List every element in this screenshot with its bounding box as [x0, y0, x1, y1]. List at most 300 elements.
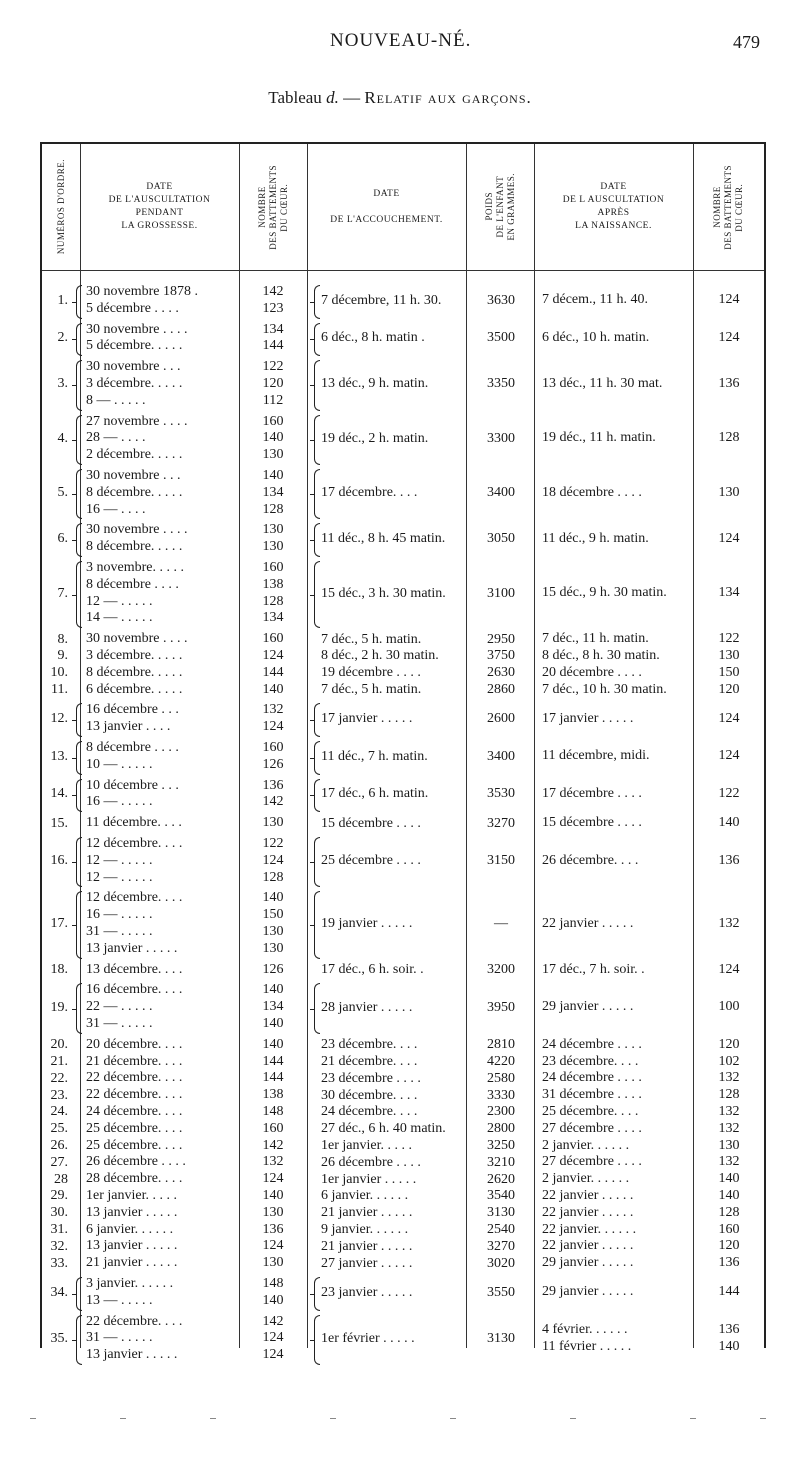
- heartbeat-count-before: 124: [262, 1330, 284, 1346]
- pregnancy-date: 22 décembre. . . .: [86, 1087, 183, 1103]
- header-label: DATE DE L'ACCOUCHEMENT.: [330, 188, 443, 225]
- heartbeat-count-before: 128: [262, 869, 284, 885]
- heartbeat-count-after: 134: [718, 585, 740, 601]
- pregnancy-date: 13 janvier . . . .: [86, 719, 171, 735]
- order-number: 13.: [50, 748, 68, 764]
- child-weight: 3550: [487, 1284, 515, 1300]
- child-weight: 2540: [487, 1222, 515, 1237]
- order-number: 3.: [57, 376, 68, 392]
- postnatal-date: 13 déc., 11 h. 30 mat.: [542, 376, 663, 391]
- heartbeat-count-after: 100: [718, 999, 740, 1015]
- postnatal-date: 7 déc., 10 h. 30 matin.: [542, 681, 667, 697]
- heartbeat-count-before: 140: [262, 468, 284, 483]
- order-number: 9.: [57, 648, 68, 664]
- pregnancy-date: 13 janvier . . . . .: [86, 1238, 178, 1254]
- heartbeat-count-before: 132: [262, 1154, 284, 1170]
- header-label: NOMBRE DES BATTEMENTS DU CŒUR.: [712, 164, 744, 250]
- delivery-date: 21 janvier . . . . .: [321, 1205, 413, 1221]
- brace: [76, 703, 82, 737]
- child-weight: 2860: [487, 682, 515, 697]
- pregnancy-date: 28 décembre. . . .: [86, 1171, 183, 1187]
- postnatal-date: 15 décembre . . . .: [542, 815, 642, 831]
- child-weight: 2800: [487, 1121, 515, 1137]
- pregnancy-date: 12 décembre. . . .: [86, 836, 183, 851]
- brace: [76, 1315, 82, 1365]
- pregnancy-date: 6 décembre. . . . .: [86, 681, 183, 697]
- heartbeat-count-after: 120: [718, 1238, 740, 1254]
- heartbeat-count-before: 124: [262, 1347, 284, 1363]
- pregnancy-date: 31 — . . . . .: [86, 1016, 153, 1031]
- postnatal-date: 22 janvier . . . . .: [542, 1238, 634, 1254]
- pregnancy-date: 3 décembre. . . . .: [86, 376, 183, 391]
- brace: [314, 891, 320, 958]
- heartbeat-count-after: 124: [718, 710, 740, 726]
- running-title: NOUVEAU-NÉ.: [330, 30, 472, 51]
- pregnancy-date: 13 — . . . . .: [86, 1292, 153, 1308]
- pregnancy-date: 31 — . . . . .: [86, 1330, 153, 1346]
- pregnancy-date: 12 — . . . . .: [86, 852, 153, 868]
- order-number: 21.: [50, 1054, 68, 1069]
- pregnancy-date: 5 décembre. . . . .: [86, 338, 183, 354]
- postnatal-date: 29 janvier . . . . .: [542, 1255, 634, 1271]
- heartbeat-count-before: 124: [262, 719, 284, 735]
- heartbeat-count-after: 144: [718, 1284, 740, 1300]
- bottom-marks: [30, 1418, 770, 1428]
- pregnancy-date: 2 décembre. . . . .: [86, 447, 183, 463]
- order-number: 14.: [50, 786, 68, 802]
- delivery-date: 23 décembre. . . .: [321, 1037, 418, 1053]
- brace: [314, 561, 320, 628]
- heartbeat-count-after: 160: [718, 1221, 740, 1237]
- heartbeat-count-before: 124: [262, 1171, 284, 1187]
- brace: [314, 415, 320, 465]
- order-number: 34.: [50, 1284, 68, 1300]
- pregnancy-date: 8 décembre. . . . .: [86, 539, 183, 555]
- heartbeat-count-after: 128: [718, 430, 740, 446]
- postnatal-date: 22 janvier. . . . . .: [542, 1221, 637, 1237]
- brace: [76, 285, 82, 319]
- brace: [314, 523, 320, 557]
- heartbeat-count-after: 124: [718, 961, 740, 977]
- delivery-date: 23 janvier . . . . .: [321, 1284, 413, 1300]
- order-number: 29.: [50, 1188, 68, 1204]
- header-weight: [466, 144, 534, 270]
- delivery-date: 6 janvier. . . . . .: [321, 1188, 409, 1204]
- brace: [76, 323, 82, 357]
- heartbeat-count-before: 140: [262, 1036, 284, 1052]
- child-weight: 2810: [487, 1037, 515, 1053]
- heartbeat-count-before: 130: [262, 940, 284, 956]
- heartbeat-count-before: 160: [262, 1120, 284, 1136]
- pregnancy-date: 11 décembre. . . .: [86, 815, 182, 831]
- postnatal-date: 15 déc., 9 h. 30 matin.: [542, 585, 667, 601]
- heartbeat-count-after: 136: [718, 852, 740, 868]
- heartbeat-count-after: 120: [718, 1036, 740, 1052]
- order-number: 4.: [57, 430, 68, 446]
- delivery-date: 17 déc., 6 h. matin.: [321, 786, 429, 802]
- pregnancy-date: 28 — . . . .: [86, 430, 146, 446]
- order-number: 26.: [50, 1138, 68, 1153]
- delivery-date: 7 décembre, 11 h. 30.: [321, 292, 442, 308]
- header-postnatal-date: [534, 144, 693, 270]
- child-weight: 3130: [487, 1205, 515, 1221]
- column-rule: [466, 144, 467, 1348]
- pregnancy-date: 22 — . . . . .: [86, 999, 153, 1015]
- column-rule: [534, 144, 535, 1348]
- heartbeat-count-before: 128: [262, 593, 284, 609]
- child-weight: 3540: [487, 1188, 515, 1204]
- heartbeat-count-before: 160: [262, 631, 284, 647]
- delivery-date: 11 déc., 8 h. 45 matin.: [321, 531, 446, 547]
- page-number: 479: [733, 32, 760, 52]
- heartbeat-count-after: 102: [718, 1053, 740, 1069]
- caption-letter: d.: [326, 88, 339, 107]
- postnatal-date: 17 janvier . . . . .: [542, 710, 634, 726]
- pregnancy-date: 13 janvier . . . . .: [86, 940, 178, 956]
- order-number: 6.: [57, 531, 68, 547]
- order-number: 20.: [50, 1037, 68, 1053]
- pregnancy-date: 8 décembre . . . .: [86, 740, 179, 755]
- pregnancy-date: 8 — . . . . .: [86, 392, 146, 408]
- child-weight: 3250: [487, 1138, 515, 1153]
- heartbeat-count-before: 130: [262, 1204, 284, 1220]
- child-weight: —: [494, 916, 508, 931]
- order-number: 17.: [50, 916, 68, 931]
- delivery-date: 13 déc., 9 h. matin.: [321, 376, 429, 392]
- data-table: [40, 142, 766, 1363]
- pregnancy-date: 3 janvier. . . . . .: [86, 1276, 174, 1291]
- heartbeat-count-before: 128: [262, 501, 284, 517]
- pregnancy-date: 30 novembre 1878 .: [86, 284, 198, 299]
- order-number: 31.: [50, 1222, 68, 1237]
- order-number: 19.: [50, 999, 68, 1015]
- heartbeat-count-before: 142: [262, 1137, 284, 1153]
- heartbeat-count-before: 123: [262, 300, 284, 316]
- pregnancy-date: 10 décembre . . .: [86, 777, 179, 793]
- header-order-number: [42, 144, 80, 270]
- order-number: 1.: [57, 292, 68, 308]
- heartbeat-count-before: 126: [262, 756, 284, 772]
- header-delivery-date: [307, 144, 466, 270]
- pregnancy-date: 30 novembre . . . .: [86, 522, 188, 538]
- heartbeat-count-before: 130: [262, 539, 284, 555]
- heartbeat-count-before: 138: [262, 1087, 284, 1103]
- postnatal-date: 24 décembre . . . .: [542, 1036, 642, 1052]
- header-label: NOMBRE DES BATTEMENTS DU CŒUR.: [256, 164, 289, 250]
- postnatal-date: 18 décembre . . . .: [542, 484, 642, 500]
- postnatal-date: 19 déc., 11 h. matin.: [542, 430, 656, 446]
- heartbeat-count-before: 130: [262, 924, 284, 939]
- delivery-date: 6 déc., 8 h. matin .: [321, 330, 425, 346]
- heartbeat-count-before: 126: [262, 961, 284, 977]
- heartbeat-count-after: 140: [718, 1338, 740, 1354]
- postnatal-date: 22 janvier . . . . .: [542, 915, 634, 931]
- order-number: 30.: [50, 1205, 68, 1221]
- header-label: NUMÉROS D'ORDRE.: [55, 159, 66, 255]
- child-weight: 3270: [487, 1238, 515, 1254]
- pregnancy-date: 30 novembre . . . .: [86, 631, 188, 647]
- postnatal-date: 4 février. . . . . .: [542, 1322, 628, 1337]
- brace: [314, 779, 320, 813]
- pregnancy-date: 16 — . . . . .: [86, 907, 153, 923]
- heartbeat-count-after: 132: [718, 1154, 740, 1170]
- postnatal-date: 17 décembre . . . .: [542, 786, 642, 801]
- order-number: 10.: [50, 665, 68, 681]
- heartbeat-count-before: 142: [262, 1313, 284, 1329]
- heartbeat-count-before: 124: [262, 852, 284, 868]
- child-weight: 3330: [487, 1087, 515, 1103]
- delivery-date: 1er janvier. . . . .: [321, 1138, 412, 1153]
- pregnancy-date: 3 décembre. . . . .: [86, 648, 183, 663]
- delivery-date: 9 janvier. . . . . .: [321, 1222, 409, 1237]
- pregnancy-date: 25 décembre. . . .: [86, 1120, 183, 1136]
- pregnancy-date: 13 décembre. . . .: [86, 961, 183, 977]
- pregnancy-date: 13 janvier . . . . .: [86, 1347, 178, 1363]
- pregnancy-date: 27 novembre . . . .: [86, 413, 188, 429]
- order-number: 27.: [50, 1154, 68, 1170]
- postnatal-date: 29 janvier . . . . .: [542, 999, 634, 1015]
- pregnancy-date: 13 janvier . . . . .: [86, 1204, 178, 1220]
- brace: [314, 323, 320, 357]
- delivery-date: 27 janvier . . . . .: [321, 1255, 413, 1271]
- heartbeat-count-before: 142: [262, 284, 284, 299]
- heartbeat-count-after: 140: [718, 1171, 740, 1187]
- pregnancy-date: 16 décembre . . .: [86, 702, 179, 718]
- child-weight: 3500: [487, 330, 515, 346]
- heartbeat-count-before: 122: [262, 359, 284, 375]
- child-weight: 3020: [487, 1255, 515, 1271]
- postnatal-date: 31 décembre . . . .: [542, 1087, 642, 1103]
- heartbeat-count-before: 136: [262, 1221, 284, 1237]
- order-number: 22.: [50, 1070, 68, 1086]
- child-weight: 4220: [487, 1054, 515, 1069]
- heartbeat-count-after: 136: [718, 1322, 740, 1337]
- delivery-date: 25 décembre . . . .: [321, 853, 421, 869]
- heartbeat-count-before: 130: [262, 447, 284, 463]
- postnatal-date: 8 déc., 8 h. 30 matin.: [542, 648, 660, 663]
- child-weight: 3400: [487, 485, 515, 501]
- heartbeat-count-before: 134: [262, 610, 284, 626]
- heartbeat-count-after: 120: [718, 681, 740, 697]
- heartbeat-count-before: 140: [262, 430, 284, 446]
- column-rule: [693, 144, 694, 1348]
- heartbeat-count-before: 160: [262, 413, 284, 429]
- column-rule: [307, 144, 308, 1348]
- heartbeat-count-before: 130: [262, 1255, 284, 1271]
- postnatal-date: 2 janvier. . . . . .: [542, 1171, 630, 1187]
- child-weight: 3130: [487, 1330, 515, 1346]
- pregnancy-date: 5 décembre . . . .: [86, 300, 179, 316]
- delivery-date: 17 déc., 6 h. soir. .: [321, 962, 424, 977]
- postnatal-date: 7 déc., 11 h. matin.: [542, 631, 649, 647]
- delivery-date: 19 décembre . . . .: [321, 665, 421, 681]
- postnatal-date: 24 décembre . . . .: [542, 1070, 642, 1086]
- order-number: 15.: [50, 815, 68, 831]
- child-weight: 3270: [487, 815, 515, 831]
- child-weight: 3150: [487, 853, 515, 869]
- child-weight: 3210: [487, 1154, 515, 1170]
- child-weight: 3350: [487, 376, 515, 392]
- heartbeat-count-before: 130: [262, 522, 284, 538]
- brace: [314, 1277, 320, 1311]
- order-number: 24.: [50, 1104, 68, 1120]
- delivery-date: 8 déc., 2 h. 30 matin.: [321, 648, 439, 664]
- heartbeat-count-before: 142: [262, 794, 284, 810]
- brace: [76, 469, 82, 519]
- heartbeat-count-before: 134: [262, 321, 284, 337]
- heartbeat-count-before: 160: [262, 740, 284, 755]
- brace: [76, 983, 82, 1033]
- order-number: 5.: [57, 485, 68, 501]
- pregnancy-date: 12 décembre. . . .: [86, 890, 183, 906]
- brace: [314, 983, 320, 1033]
- pregnancy-date: 16 — . . . .: [86, 501, 146, 517]
- pregnancy-date: 26 décembre . . . .: [86, 1154, 186, 1170]
- pregnancy-date: 8 décembre . . . .: [86, 576, 179, 592]
- heartbeat-count-before: 144: [262, 664, 284, 680]
- child-weight: 3400: [487, 748, 515, 764]
- postnatal-date: 11 février . . . . .: [542, 1338, 632, 1354]
- heartbeat-count-before: 140: [262, 1188, 284, 1203]
- pregnancy-date: 25 décembre. . . .: [86, 1137, 183, 1153]
- brace: [76, 415, 82, 465]
- pregnancy-date: 8 décembre. . . . .: [86, 484, 183, 500]
- postnatal-date: 29 janvier . . . . .: [542, 1284, 634, 1300]
- caption-dash: —: [338, 88, 365, 107]
- child-weight: 3750: [487, 648, 515, 664]
- pregnancy-date: 21 janvier . . . . .: [86, 1255, 178, 1271]
- postnatal-date: 20 décembre . . . .: [542, 664, 642, 680]
- heartbeat-count-after: 132: [718, 1104, 740, 1119]
- pregnancy-date: 16 — . . . . .: [86, 794, 153, 810]
- pregnancy-date: 6 janvier. . . . . .: [86, 1221, 174, 1237]
- heartbeat-count-before: 112: [262, 392, 284, 408]
- brace: [76, 1277, 82, 1311]
- table-caption: [0, 88, 800, 108]
- brace: [314, 1315, 320, 1365]
- postnatal-date: 27 décembre . . . .: [542, 1120, 642, 1136]
- delivery-date: 7 déc., 5 h. matin.: [321, 631, 422, 647]
- delivery-date: 17 janvier . . . . .: [321, 711, 413, 727]
- order-number: 7.: [57, 585, 68, 601]
- pregnancy-date: 30 novembre . . .: [86, 359, 181, 375]
- heartbeat-count-before: 148: [262, 1104, 284, 1119]
- delivery-date: 30 décembre. . . .: [321, 1087, 418, 1103]
- postnatal-date: 25 décembre. . . .: [542, 1104, 639, 1119]
- column-rule: [239, 144, 240, 1348]
- delivery-date: 1er janvier . . . . .: [321, 1171, 417, 1187]
- heartbeat-count-before: 132: [262, 702, 284, 718]
- heartbeat-count-before: 130: [262, 815, 284, 831]
- pregnancy-date: 30 novembre . . .: [86, 468, 181, 483]
- brace: [76, 561, 82, 628]
- order-number: 12.: [50, 711, 68, 727]
- postnatal-date: 11 décembre, midi.: [542, 748, 650, 764]
- header-pregnancy-date: [80, 144, 239, 270]
- order-number: 28: [54, 1171, 68, 1187]
- pregnancy-date: 8 décembre. . . . .: [86, 664, 183, 680]
- delivery-date: 15 décembre . . . .: [321, 815, 421, 831]
- heartbeat-count-after: 122: [718, 631, 740, 647]
- heartbeat-count-after: 132: [718, 915, 740, 931]
- heartbeat-count-after: 128: [718, 1204, 740, 1220]
- heartbeat-count-before: 144: [262, 338, 284, 354]
- brace: [314, 285, 320, 319]
- child-weight: 2580: [487, 1070, 515, 1086]
- heartbeat-count-before: 124: [262, 648, 284, 663]
- heartbeat-count-before: 134: [262, 484, 284, 500]
- pregnancy-date: 22 décembre. . . .: [86, 1070, 183, 1086]
- postnatal-date: 7 décem., 11 h. 40.: [542, 292, 649, 308]
- brace: [76, 837, 82, 887]
- heartbeat-count-before: 144: [262, 1070, 284, 1086]
- order-number: 23.: [50, 1087, 68, 1103]
- delivery-date: 24 décembre. . . .: [321, 1104, 418, 1120]
- postnatal-date: 26 décembre. . . .: [542, 852, 639, 868]
- child-weight: 3200: [487, 962, 515, 977]
- order-number: 33.: [50, 1255, 68, 1271]
- header-rule: [42, 270, 764, 271]
- pregnancy-date: 3 novembre. . . . .: [86, 560, 184, 575]
- child-weight: 2300: [487, 1104, 515, 1120]
- heartbeat-count-after: 122: [718, 786, 740, 801]
- heartbeat-count-before: 136: [262, 777, 284, 793]
- delivery-date: 28 janvier . . . . .: [321, 999, 413, 1015]
- child-weight: 3050: [487, 531, 515, 547]
- delivery-date: 19 déc., 2 h. matin.: [321, 430, 429, 446]
- heartbeat-count-after: 132: [718, 1070, 740, 1086]
- heartbeat-count-after: 130: [718, 648, 740, 663]
- pregnancy-date: 16 décembre. . . .: [86, 982, 183, 998]
- heartbeat-count-after: 124: [718, 748, 740, 764]
- brace: [314, 703, 320, 737]
- brace: [76, 891, 82, 958]
- header-label: DATE DE L AUSCULTATION APRÈS LA NAISSANCE.: [562, 182, 665, 231]
- heartbeat-count-after: 128: [718, 1087, 740, 1103]
- heartbeat-count-after: 130: [718, 484, 740, 500]
- brace: [314, 741, 320, 775]
- delivery-date: 11 déc., 7 h. matin.: [321, 748, 428, 764]
- delivery-date: 1er février . . . . .: [321, 1330, 415, 1346]
- child-weight: 3630: [487, 292, 515, 308]
- heartbeat-count-before: 150: [262, 907, 284, 923]
- header-label: DATE DE L'AUSCULTATION PENDANT LA GROSSESSE.: [108, 182, 211, 231]
- heartbeat-count-before: 160: [262, 560, 284, 575]
- heartbeat-count-after: 136: [718, 376, 740, 391]
- heartbeat-count-before: 148: [262, 1276, 284, 1291]
- header-label: POIDS DE L'ENFANT EN GRAMMES.: [483, 173, 516, 241]
- caption-prefix: Tableau: [268, 88, 327, 107]
- running-head: [0, 30, 800, 56]
- heartbeat-count-after: 130: [718, 1137, 740, 1153]
- pregnancy-date: 10 — . . . . .: [86, 756, 153, 772]
- delivery-date: 15 déc., 3 h. 30 matin.: [321, 585, 446, 601]
- heartbeat-count-before: 120: [262, 376, 284, 391]
- delivery-date: 21 janvier . . . . .: [321, 1238, 413, 1254]
- order-number: 35.: [50, 1330, 68, 1346]
- heartbeat-count-before: 122: [262, 836, 284, 851]
- child-weight: 2630: [487, 665, 515, 681]
- heartbeat-count-after: 132: [718, 1120, 740, 1136]
- brace: [314, 837, 320, 887]
- pregnancy-date: 12 — . . . . .: [86, 869, 153, 885]
- child-weight: 3950: [487, 999, 515, 1015]
- postnatal-date: 11 déc., 9 h. matin.: [542, 530, 649, 546]
- postnatal-date: 22 janvier . . . . .: [542, 1188, 634, 1203]
- brace: [76, 360, 82, 410]
- pregnancy-date: 24 décembre. . . .: [86, 1104, 183, 1119]
- child-weight: 3100: [487, 585, 515, 601]
